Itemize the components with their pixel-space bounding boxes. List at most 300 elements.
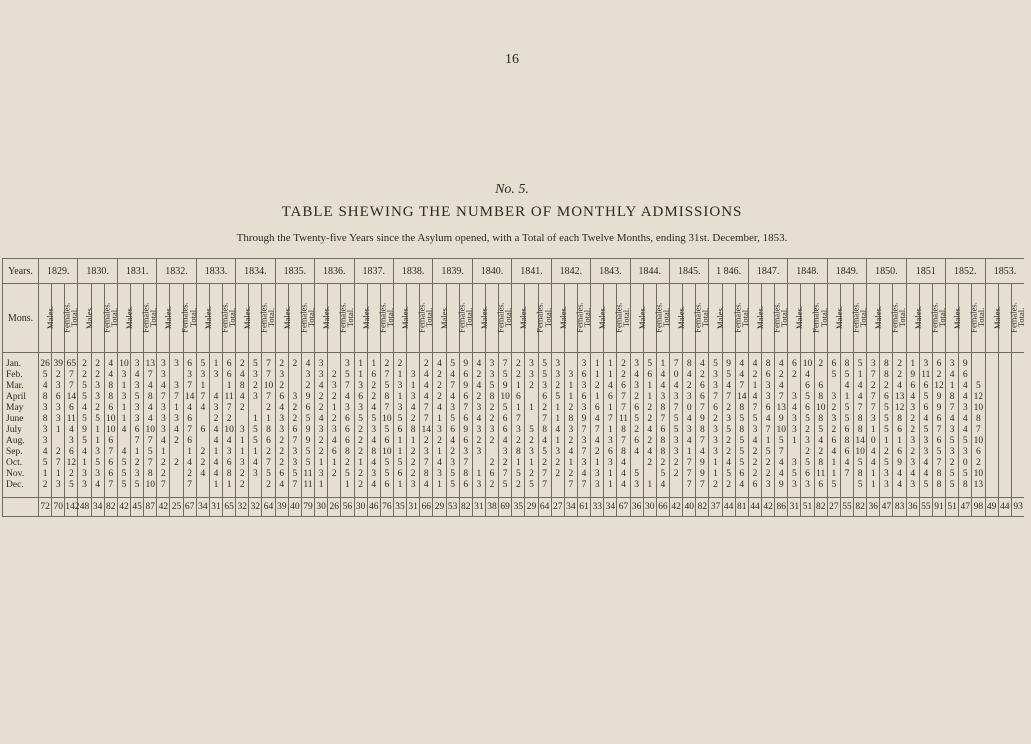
table-cell: 3 bbox=[39, 436, 52, 447]
total-cell: 35 bbox=[512, 498, 525, 517]
table-cell: 4 bbox=[183, 403, 196, 414]
table-cell bbox=[1011, 425, 1024, 436]
table-cell: 3 bbox=[880, 469, 893, 480]
table-cell bbox=[643, 469, 656, 480]
table-cell: 4 bbox=[209, 425, 222, 436]
table-cell: 5 bbox=[538, 353, 551, 371]
total-cell: 67 bbox=[183, 498, 196, 517]
table-cell: 8 bbox=[39, 414, 52, 425]
table-cell: 1 bbox=[170, 403, 183, 414]
table-cell: 7 bbox=[459, 403, 472, 414]
table-cell: 6 bbox=[814, 480, 827, 491]
table-cell: 2 bbox=[591, 381, 604, 392]
table-cell: 8 bbox=[854, 425, 867, 436]
table-cell: 6 bbox=[104, 436, 117, 447]
table-cell: 3 bbox=[52, 480, 65, 491]
table-cell: 1 bbox=[683, 447, 696, 458]
table-cell: 3 bbox=[906, 480, 919, 491]
table-cell: 7 bbox=[735, 381, 748, 392]
table-cell: 7 bbox=[683, 480, 696, 491]
table-cell: 7 bbox=[748, 403, 761, 414]
table-cell bbox=[985, 414, 998, 425]
year-header: 1851 bbox=[906, 259, 945, 284]
table-cell bbox=[998, 480, 1011, 491]
table-cell: 2 bbox=[446, 447, 459, 458]
table-cell: 7 bbox=[762, 425, 775, 436]
table-cell: 10 bbox=[145, 425, 155, 435]
total-cell: 30 bbox=[354, 498, 367, 517]
table-cell: 1 bbox=[748, 381, 761, 392]
table-cell: 7 bbox=[52, 458, 65, 469]
total-cell: 40 bbox=[288, 498, 301, 517]
year-header: 1 846. bbox=[709, 259, 748, 284]
table-cell: 9 bbox=[696, 414, 709, 425]
table-cell: 3 bbox=[604, 436, 617, 447]
table-cell: 2 bbox=[275, 447, 288, 458]
table-cell: 3 bbox=[249, 469, 262, 480]
table-cell: 13 bbox=[973, 480, 984, 490]
total-cell: 55 bbox=[840, 498, 853, 517]
table-cell: 2 bbox=[328, 414, 341, 425]
table-cell: 5 bbox=[91, 458, 104, 469]
total-cell: 36 bbox=[867, 498, 880, 517]
table-cell: 2 bbox=[433, 370, 446, 381]
table-cell: 5 bbox=[670, 425, 683, 436]
table-cell: 4 bbox=[236, 370, 249, 381]
table-cell: 3 bbox=[393, 403, 406, 414]
table-cell: 5 bbox=[446, 414, 459, 425]
table-cell: 1 bbox=[656, 353, 669, 371]
table-cell: 8 bbox=[735, 425, 748, 436]
table-cell: 6 bbox=[65, 447, 78, 458]
table-cell bbox=[985, 425, 998, 436]
table-cell: 9 bbox=[301, 425, 314, 436]
table-cell: 14 bbox=[184, 392, 195, 402]
table-cell: 6 bbox=[183, 414, 196, 425]
table-cell: 2 bbox=[643, 458, 656, 469]
table-cell: 4 bbox=[722, 381, 735, 392]
table-cell: 6 bbox=[735, 469, 748, 480]
table-cell: 3 bbox=[52, 381, 65, 392]
table-cell: 3 bbox=[275, 370, 288, 381]
table-cell: 11 bbox=[921, 370, 931, 380]
total-cell: 82 bbox=[814, 498, 827, 517]
table-cell: 4 bbox=[775, 469, 788, 480]
table-cell: 1 bbox=[854, 370, 867, 381]
table-cell: 5 bbox=[538, 447, 551, 458]
sex-column-label: Males. bbox=[873, 306, 884, 329]
table-cell: 6 bbox=[788, 353, 801, 371]
total-cell: 82 bbox=[854, 498, 867, 517]
table-cell: 1 bbox=[709, 469, 722, 480]
sex-column-label: Males. bbox=[163, 306, 174, 329]
table-cell: 3 bbox=[906, 403, 919, 414]
table-cell: 5 bbox=[525, 425, 538, 436]
year-header: 1834. bbox=[236, 259, 275, 284]
table-cell: 7 bbox=[196, 392, 209, 403]
table-cell: 12 bbox=[934, 381, 944, 391]
total-cell: 36 bbox=[906, 498, 919, 517]
table-subtitle: Through the Twenty-five Years since the Asylum opened, with a Total of each Twelve Months, ending 31st. December, 1853. bbox=[236, 232, 788, 244]
table-cell: 2 bbox=[262, 480, 275, 491]
table-cell: 12 bbox=[66, 458, 77, 468]
table-cell: 7 bbox=[183, 381, 196, 392]
table-cell: 6 bbox=[393, 425, 406, 436]
table-cell: 6 bbox=[459, 436, 472, 447]
table-cell: 7 bbox=[459, 458, 472, 469]
table-cell: 1 bbox=[512, 458, 525, 469]
table-cell: 5 bbox=[301, 414, 314, 425]
table-cell bbox=[328, 353, 341, 371]
table-cell: 6 bbox=[801, 403, 814, 414]
table-cell: 14 bbox=[855, 436, 865, 446]
total-cell: 44 bbox=[722, 498, 735, 517]
total-cell: 45 bbox=[131, 498, 144, 517]
table-cell: 8 bbox=[656, 447, 669, 458]
table-cell: 1 bbox=[354, 353, 367, 371]
total-cell: 51 bbox=[801, 498, 814, 517]
table-cell: 7 bbox=[288, 436, 301, 447]
table-cell: 7 bbox=[577, 447, 590, 458]
table-cell: 4 bbox=[643, 425, 656, 436]
table-cell: 2 bbox=[420, 436, 433, 447]
table-cell: 14 bbox=[421, 425, 432, 435]
year-header: 1847. bbox=[748, 259, 787, 284]
table-cell bbox=[827, 381, 840, 392]
month-label: Feb. bbox=[3, 370, 39, 381]
sex-column-label: Total. bbox=[148, 307, 159, 328]
table-cell: 6 bbox=[932, 436, 945, 447]
table-cell: 2 bbox=[288, 353, 301, 371]
table-cell: 1 bbox=[223, 381, 236, 392]
year-header: 1835. bbox=[275, 259, 314, 284]
total-cell: 86 bbox=[775, 498, 788, 517]
table-cell: 2 bbox=[39, 480, 52, 491]
table-cell: 3 bbox=[670, 436, 683, 447]
table-cell: 6 bbox=[630, 436, 643, 447]
table-cell: 4 bbox=[551, 425, 564, 436]
table-cell: 11 bbox=[303, 469, 313, 479]
table-cell: 9 bbox=[722, 353, 735, 371]
sex-column-label: Females. bbox=[219, 302, 230, 333]
table-cell: 5 bbox=[446, 353, 459, 371]
table-cell: 1 bbox=[893, 436, 906, 447]
sex-column-label: Males. bbox=[952, 306, 963, 329]
table-cell: 1 bbox=[604, 480, 617, 491]
table-cell: 4 bbox=[577, 469, 590, 480]
table-cell: 3 bbox=[236, 425, 249, 436]
sex-column-label: Total. bbox=[542, 307, 553, 328]
table-cell: 3 bbox=[446, 458, 459, 469]
table-cell: 3 bbox=[341, 353, 354, 371]
table-cell: 2 bbox=[512, 436, 525, 447]
table-cell: 3 bbox=[630, 381, 643, 392]
table-cell bbox=[985, 381, 998, 392]
table-cell: 1 bbox=[236, 436, 249, 447]
table-cell: 2 bbox=[775, 370, 788, 381]
table-cell: 5 bbox=[946, 436, 959, 447]
table-cell: 8 bbox=[696, 425, 709, 436]
table-cell: 1 bbox=[604, 425, 617, 436]
table-cell: 4 bbox=[275, 480, 288, 491]
table-cell: 3 bbox=[577, 403, 590, 414]
table-cell: 5 bbox=[959, 469, 972, 480]
table-cell: 4 bbox=[367, 403, 380, 414]
table-cell: 7 bbox=[65, 381, 78, 392]
table-cell: 2 bbox=[630, 425, 643, 436]
table-cell: 6 bbox=[696, 381, 709, 392]
sex-column-label: Females. bbox=[613, 302, 624, 333]
table-cell: 5 bbox=[827, 480, 840, 491]
table-cell: 6 bbox=[709, 403, 722, 414]
table-cell: 3 bbox=[762, 392, 775, 403]
table-cell: 7 bbox=[262, 370, 275, 381]
table-cell: 10 bbox=[801, 353, 814, 371]
sex-column-label: Males. bbox=[202, 306, 213, 329]
table-cell: 2 bbox=[564, 469, 577, 480]
table-cell: 3 bbox=[315, 370, 328, 381]
table-cell: 2 bbox=[748, 370, 761, 381]
table-cell: 10 bbox=[106, 425, 116, 435]
table-cell: 3 bbox=[275, 414, 288, 425]
year-header: 1837. bbox=[354, 259, 393, 284]
table-cell: 1 bbox=[643, 480, 656, 491]
table-cell: 3 bbox=[52, 403, 65, 414]
table-cell: 6 bbox=[196, 425, 209, 436]
table-cell bbox=[196, 436, 209, 447]
table-cell: 1 bbox=[328, 403, 341, 414]
table-cell: 7 bbox=[932, 458, 945, 469]
table-cell: 1 bbox=[183, 447, 196, 458]
table-cell: 3 bbox=[393, 381, 406, 392]
table-cell: 8 bbox=[380, 392, 393, 403]
sex-column-label: Total. bbox=[266, 307, 277, 328]
table-cell: 2 bbox=[157, 458, 170, 469]
table-cell: 3 bbox=[472, 480, 485, 491]
table-cell: 1 bbox=[604, 353, 617, 371]
total-cell: 31 bbox=[407, 498, 420, 517]
table-cell: 6 bbox=[288, 425, 301, 436]
table-cell: 3 bbox=[131, 381, 144, 392]
sex-column-label: Females. bbox=[456, 302, 467, 333]
table-cell: 1 bbox=[328, 458, 341, 469]
table-row bbox=[3, 414, 1025, 425]
table-cell: 4 bbox=[959, 414, 972, 425]
year-header: 1848. bbox=[788, 259, 827, 284]
table-cell: 7 bbox=[591, 425, 604, 436]
table-row bbox=[3, 370, 1025, 381]
table-cell: 1 bbox=[709, 458, 722, 469]
table-cell: 2 bbox=[564, 403, 577, 414]
table-cell bbox=[1011, 469, 1024, 480]
table-cell: 8 bbox=[512, 447, 525, 458]
table-cell: 8 bbox=[341, 447, 354, 458]
totals-row bbox=[3, 498, 1025, 517]
table-cell: 6 bbox=[446, 425, 459, 436]
table-cell bbox=[249, 480, 262, 491]
table-cell: 2 bbox=[643, 414, 656, 425]
table-cell: 6 bbox=[893, 447, 906, 458]
table-cell: 6 bbox=[840, 447, 853, 458]
table-cell: 4 bbox=[538, 436, 551, 447]
table-title: TABLE SHEWING THE NUMBER OF MONTHLY ADMISSIONS bbox=[281, 204, 743, 220]
table-cell: 1 bbox=[91, 425, 104, 436]
table-cell: 10 bbox=[776, 425, 786, 435]
table-cell: 5 bbox=[827, 370, 840, 381]
table-cell: 5 bbox=[380, 458, 393, 469]
table-cell bbox=[985, 480, 998, 491]
table-cell: 6 bbox=[459, 370, 472, 381]
table-cell: 1 bbox=[867, 469, 880, 480]
table-cell: 4 bbox=[840, 381, 853, 392]
table-cell: 3 bbox=[919, 447, 932, 458]
table-cell: 3 bbox=[472, 447, 485, 458]
total-cell: 66 bbox=[420, 498, 433, 517]
table-cell: 6 bbox=[959, 370, 972, 381]
sex-column-label: Total. bbox=[345, 307, 356, 328]
table-cell bbox=[998, 392, 1011, 403]
table-cell: 7 bbox=[709, 392, 722, 403]
table-cell: 2 bbox=[485, 480, 498, 491]
table-cell: 7 bbox=[604, 414, 617, 425]
table-cell bbox=[1011, 370, 1024, 381]
table-cell: 7 bbox=[512, 414, 525, 425]
table-cell: 1 bbox=[643, 381, 656, 392]
table-cell: 1 bbox=[512, 403, 525, 414]
table-row bbox=[3, 403, 1025, 414]
total-cell: 70 bbox=[52, 498, 65, 517]
table-cell: 4 bbox=[39, 447, 52, 458]
table-cell: 5 bbox=[39, 458, 52, 469]
sex-column-label: Females. bbox=[535, 302, 546, 333]
table-cell: 9 bbox=[577, 414, 590, 425]
table-cell: 7 bbox=[656, 414, 669, 425]
table-cell: 10 bbox=[973, 436, 984, 446]
table-cell bbox=[1011, 480, 1024, 491]
table-cell: 4 bbox=[906, 469, 919, 480]
table-cell: 4 bbox=[630, 447, 643, 458]
table-cell: 2 bbox=[407, 458, 420, 469]
table-cell: 12 bbox=[894, 403, 905, 413]
table-cell: 6 bbox=[380, 436, 393, 447]
table-cell: 2 bbox=[617, 353, 630, 371]
table-cell: 6 bbox=[341, 436, 354, 447]
table-cell: 5 bbox=[262, 469, 275, 480]
table-cell: 6 bbox=[762, 370, 775, 381]
table-cell: 1 bbox=[393, 370, 406, 381]
table-cell: 1 bbox=[223, 480, 236, 491]
table-cell: 5 bbox=[485, 381, 498, 392]
table-cell: 5 bbox=[512, 469, 525, 480]
total-cell: 91 bbox=[932, 498, 945, 517]
table-cell bbox=[998, 381, 1011, 392]
table-cell: 5 bbox=[709, 353, 722, 371]
table-cell: 6 bbox=[919, 381, 932, 392]
year-header: 1852. bbox=[946, 259, 985, 284]
table-cell: 4 bbox=[367, 480, 380, 491]
sex-column-label: Females. bbox=[850, 302, 861, 333]
table-cell: 9 bbox=[696, 458, 709, 469]
table-cell: 4 bbox=[919, 469, 932, 480]
table-cell: 4 bbox=[854, 381, 867, 392]
sex-column-label: Females. bbox=[771, 302, 782, 333]
table-cell: 7 bbox=[144, 370, 157, 381]
table-cell: 1 bbox=[591, 353, 604, 371]
table-cell: 1 bbox=[788, 436, 801, 447]
table-cell: 1 bbox=[880, 436, 893, 447]
table-cell: 3 bbox=[762, 480, 775, 491]
table-cell: 5 bbox=[670, 414, 683, 425]
table-cell: 6 bbox=[328, 447, 341, 458]
table-cell: 3 bbox=[52, 414, 65, 425]
table-cell: 4 bbox=[144, 381, 157, 392]
table-cell: 8 bbox=[880, 370, 893, 381]
table-cell bbox=[972, 370, 985, 381]
table-body bbox=[3, 353, 1025, 517]
table-cell: 7 bbox=[380, 403, 393, 414]
table-cell bbox=[998, 458, 1011, 469]
table-cell bbox=[998, 370, 1011, 381]
table-cell: 10 bbox=[106, 414, 116, 424]
table-cell: 3 bbox=[564, 370, 577, 381]
table-cell: 2 bbox=[485, 436, 498, 447]
table-cell: 6 bbox=[380, 480, 393, 491]
year-header: 1830. bbox=[78, 259, 117, 284]
table-cell: 5 bbox=[880, 414, 893, 425]
year-header: 1831. bbox=[117, 259, 156, 284]
table-cell: 4 bbox=[472, 353, 485, 371]
table-cell: 3 bbox=[78, 469, 91, 480]
table-cell: 4 bbox=[906, 392, 919, 403]
table-cell bbox=[985, 458, 998, 469]
table-cell: 2 bbox=[643, 436, 656, 447]
sex-column-label: Total. bbox=[424, 307, 435, 328]
table-cell: 2 bbox=[196, 458, 209, 469]
table-cell: 4 bbox=[78, 403, 91, 414]
table-cell: 1 bbox=[407, 436, 420, 447]
table-cell: 4 bbox=[196, 469, 209, 480]
table-cell: 6 bbox=[183, 353, 196, 371]
sex-column-label: Total. bbox=[661, 307, 672, 328]
table-row bbox=[3, 353, 1025, 371]
table-cell: 5 bbox=[301, 447, 314, 458]
table-cell: 1 bbox=[117, 414, 130, 425]
month-label: April bbox=[3, 392, 39, 403]
total-cell: 31 bbox=[788, 498, 801, 517]
table-cell: 2 bbox=[670, 458, 683, 469]
table-cell: 5 bbox=[551, 392, 564, 403]
table-cell: 4 bbox=[315, 381, 328, 392]
table-cell: 2 bbox=[972, 458, 985, 469]
table-cell bbox=[1011, 447, 1024, 458]
table-cell: 5 bbox=[854, 480, 867, 491]
table-cell: 2 bbox=[722, 403, 735, 414]
table-cell: 7 bbox=[946, 403, 959, 414]
table-cell: 4 bbox=[564, 447, 577, 458]
table-cell bbox=[1011, 381, 1024, 392]
table-cell: 5 bbox=[919, 425, 932, 436]
table-cell bbox=[985, 392, 998, 403]
table-cell bbox=[328, 480, 341, 491]
table-cell: 5 bbox=[525, 480, 538, 491]
table-cell: 7 bbox=[617, 392, 630, 403]
admissions-table bbox=[2, 258, 1027, 517]
table-cell: 3 bbox=[472, 403, 485, 414]
table-cell: 1 bbox=[591, 370, 604, 381]
table-cell: 5 bbox=[380, 381, 393, 392]
table-cell: 5 bbox=[78, 436, 91, 447]
sex-column-label: Total. bbox=[897, 307, 908, 328]
